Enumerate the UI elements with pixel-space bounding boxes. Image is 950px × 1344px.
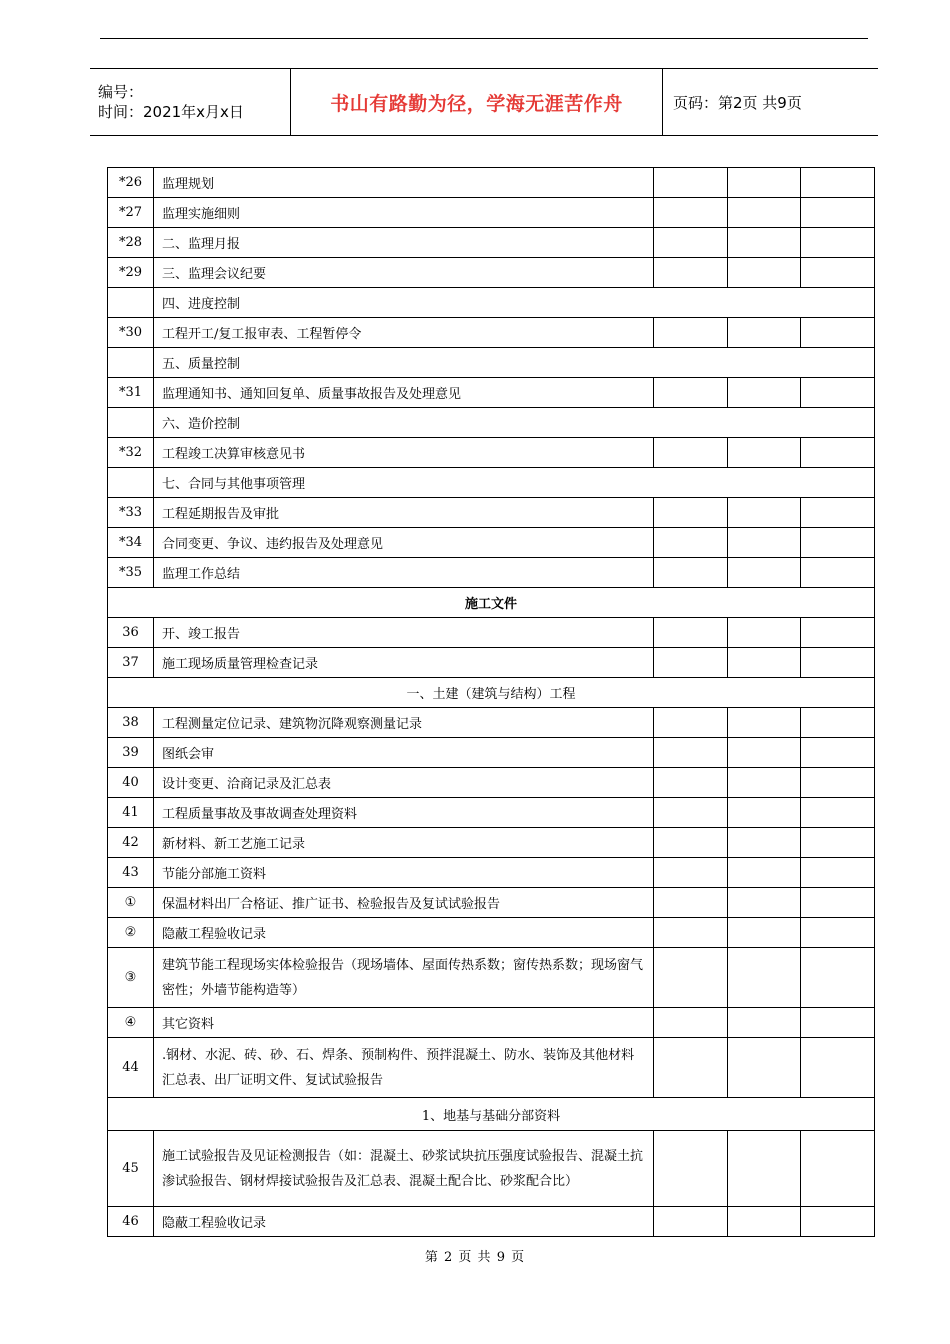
item-title: 合同变更、争议、违约报告及处理意见: [154, 528, 654, 558]
blank-cell: [728, 798, 801, 828]
blank-cell: [728, 1207, 801, 1237]
table-row: [108, 378, 875, 408]
table-row: [108, 768, 875, 798]
blank-cell: [728, 828, 801, 858]
blank-cell: [728, 1008, 801, 1038]
category-label: 四、进度控制: [154, 288, 875, 318]
blank-cell: [801, 738, 875, 768]
blank-cell: [728, 1038, 801, 1098]
table-row: [108, 318, 875, 348]
row-number: ③: [108, 948, 154, 1008]
blank-cell: [728, 648, 801, 678]
table-row: [108, 408, 875, 438]
section-heading: 1、地基与基础分部资料: [108, 1098, 875, 1131]
blank-cell: [801, 798, 875, 828]
item-title: 施工试验报告及见证检测报告（如：混凝土、砂浆试块抗压强度试验报告、混凝土抗渗试验报告、钢材焊接试验报告及汇总表、混凝土配合比、砂浆配合比）: [154, 1131, 654, 1207]
row-number: 41: [108, 798, 154, 828]
row-number: 44: [108, 1038, 154, 1098]
item-title: 监理规划: [154, 168, 654, 198]
blank-cell: [728, 888, 801, 918]
row-number: *35: [108, 558, 154, 588]
header-page-cell: [663, 69, 878, 135]
blank-cell: [801, 618, 875, 648]
blank-cell: [801, 258, 875, 288]
blank-cell: [728, 198, 801, 228]
blank-cell: [728, 738, 801, 768]
item-title: 设计变更、洽商记录及汇总表: [154, 768, 654, 798]
row-number: *30: [108, 318, 154, 348]
item-title: 工程开工/复工报审表、工程暂停令: [154, 318, 654, 348]
table-row: [108, 228, 875, 258]
blank-cell: [654, 198, 728, 228]
category-label: 七、合同与其他事项管理: [154, 468, 875, 498]
row-number: ①: [108, 888, 154, 918]
blank-cell: [801, 318, 875, 348]
blank-cell: [654, 918, 728, 948]
item-title: 建筑节能工程现场实体检验报告（现场墙体、屋面传热系数；窗传热系数；现场窗气密性；外墙节能构造等）: [154, 948, 654, 1008]
blank-cell: [801, 378, 875, 408]
blank-cell: [728, 708, 801, 738]
table-row: [108, 1008, 875, 1038]
blank-cell: [654, 258, 728, 288]
item-title: 其它资料: [154, 1008, 654, 1038]
table-row: [108, 438, 875, 468]
blank-cell: [801, 948, 875, 1008]
row-number: *32: [108, 438, 154, 468]
motto: 书山有路勤为径，学海无涯苦作舟: [330, 92, 623, 115]
blank-cell: [728, 948, 801, 1008]
blank-cell: [801, 228, 875, 258]
blank-cell: [801, 858, 875, 888]
blank-cell: [801, 528, 875, 558]
section-heading: 一、土建（建筑与结构）工程: [108, 678, 875, 708]
blank-cell: [728, 1131, 801, 1207]
top-rule: [100, 38, 868, 39]
table-row: [108, 168, 875, 198]
row-number: 38: [108, 708, 154, 738]
blank-cell: [728, 528, 801, 558]
blank-cell: [654, 528, 728, 558]
item-title: 工程延期报告及审批: [154, 498, 654, 528]
item-title: 工程测量定位记录、建筑物沉降观察测量记录: [154, 708, 654, 738]
item-title: 监理工作总结: [154, 558, 654, 588]
table-row: [108, 1098, 875, 1131]
category-label: 五、质量控制: [154, 348, 875, 378]
blank-cell: [801, 1131, 875, 1207]
table-row: [108, 1131, 875, 1207]
row-number: *31: [108, 378, 154, 408]
blank-cell: [654, 558, 728, 588]
row-number: *28: [108, 228, 154, 258]
blank-cell: [654, 948, 728, 1008]
time-label: 时间：2021年x月x日: [98, 103, 244, 121]
blank-cell: [654, 768, 728, 798]
blank-cell: [801, 198, 875, 228]
item-title: 开、竣工报告: [154, 618, 654, 648]
blank-cell: [654, 888, 728, 918]
blank-cell: [801, 498, 875, 528]
row-number: ②: [108, 918, 154, 948]
item-title: 监理通知书、通知回复单、质量事故报告及处理意见: [154, 378, 654, 408]
table-row: [108, 1207, 875, 1237]
blank-cell: [654, 1038, 728, 1098]
table-row: [108, 498, 875, 528]
item-title: 监理实施细则: [154, 198, 654, 228]
header-motto-cell: [290, 69, 663, 135]
blank-cell: [801, 768, 875, 798]
item-title: 三、监理会议纪要: [154, 258, 654, 288]
blank-cell: [801, 708, 875, 738]
item-title: 隐蔽工程验收记录: [154, 1207, 654, 1237]
blank-cell: [728, 498, 801, 528]
table-row: [108, 918, 875, 948]
category-label: 六、造价控制: [154, 408, 875, 438]
blank-cell: [654, 318, 728, 348]
blank-cell: [801, 648, 875, 678]
blank-cell: [654, 378, 728, 408]
blank-cell: [654, 708, 728, 738]
blank-cell: [801, 828, 875, 858]
row-number: 45: [108, 1131, 154, 1207]
row-number: 43: [108, 858, 154, 888]
table-row: [108, 858, 875, 888]
item-title: 二、监理月报: [154, 228, 654, 258]
blank-cell: [728, 858, 801, 888]
table-row: [108, 588, 875, 618]
row-number: [108, 348, 154, 378]
blank-cell: [728, 768, 801, 798]
blank-cell: [654, 858, 728, 888]
table-row: [108, 948, 875, 1008]
section-heading: 施工文件: [108, 588, 875, 618]
table-row: [108, 258, 875, 288]
row-number: [108, 408, 154, 438]
table-row: [108, 708, 875, 738]
item-title: 新材料、新工艺施工记录: [154, 828, 654, 858]
row-number: ④: [108, 1008, 154, 1038]
row-number: *26: [108, 168, 154, 198]
page-label: 页码：第2页 共9页: [673, 93, 802, 112]
row-number: 42: [108, 828, 154, 858]
blank-cell: [654, 168, 728, 198]
table-row: [108, 828, 875, 858]
blank-cell: [654, 618, 728, 648]
row-number: [108, 288, 154, 318]
blank-cell: [801, 1207, 875, 1237]
blank-cell: [728, 168, 801, 198]
blank-cell: [654, 828, 728, 858]
page-footer: 第 2 页 共 9 页: [424, 1250, 526, 1265]
number-label: 编号：: [98, 83, 144, 101]
page-header: [90, 68, 878, 136]
header-info: [90, 69, 290, 135]
blank-cell: [728, 378, 801, 408]
blank-cell: [654, 1207, 728, 1237]
blank-cell: [801, 918, 875, 948]
item-title: .钢材、水泥、砖、砂、石、焊条、预制构件、预拌混凝土、防水、装饰及其他材料汇总表、出厂证明文件、复试试验报告: [154, 1038, 654, 1098]
table-row: [108, 468, 875, 498]
item-title: 节能分部施工资料: [154, 858, 654, 888]
blank-cell: [801, 438, 875, 468]
table-body: [108, 168, 875, 1237]
item-title: 工程竣工决算审核意见书: [154, 438, 654, 468]
blank-cell: [654, 228, 728, 258]
blank-cell: [654, 798, 728, 828]
row-number: 46: [108, 1207, 154, 1237]
blank-cell: [801, 1008, 875, 1038]
blank-cell: [728, 228, 801, 258]
blank-cell: [728, 558, 801, 588]
document-list-table: [107, 167, 875, 1237]
table-row: [108, 1038, 875, 1098]
blank-cell: [801, 1038, 875, 1098]
row-number: 39: [108, 738, 154, 768]
table-row: [108, 888, 875, 918]
blank-cell: [728, 258, 801, 288]
row-number: *29: [108, 258, 154, 288]
table-row: [108, 528, 875, 558]
row-number: 40: [108, 768, 154, 798]
table-row: [108, 798, 875, 828]
table-row: [108, 288, 875, 318]
item-title: 保温材料出厂合格证、推广证书、检验报告及复试试验报告: [154, 888, 654, 918]
row-number: *34: [108, 528, 154, 558]
item-title: 图纸会审: [154, 738, 654, 768]
table-row: [108, 738, 875, 768]
blank-cell: [728, 318, 801, 348]
table-row: [108, 558, 875, 588]
blank-cell: [654, 438, 728, 468]
item-title: 施工现场质量管理检查记录: [154, 648, 654, 678]
row-number: 36: [108, 618, 154, 648]
blank-cell: [801, 888, 875, 918]
row-number: *33: [108, 498, 154, 528]
table-row: [108, 678, 875, 708]
blank-cell: [654, 738, 728, 768]
table-row: [108, 648, 875, 678]
blank-cell: [801, 168, 875, 198]
item-title: 工程质量事故及事故调查处理资料: [154, 798, 654, 828]
item-title: 隐蔽工程验收记录: [154, 918, 654, 948]
row-number: *27: [108, 198, 154, 228]
blank-cell: [654, 648, 728, 678]
blank-cell: [654, 1008, 728, 1038]
table-row: [108, 348, 875, 378]
row-number: [108, 468, 154, 498]
blank-cell: [801, 558, 875, 588]
table-row: [108, 618, 875, 648]
table-row: [108, 198, 875, 228]
row-number: 37: [108, 648, 154, 678]
blank-cell: [654, 498, 728, 528]
blank-cell: [728, 618, 801, 648]
blank-cell: [654, 1131, 728, 1207]
blank-cell: [728, 918, 801, 948]
blank-cell: [728, 438, 801, 468]
